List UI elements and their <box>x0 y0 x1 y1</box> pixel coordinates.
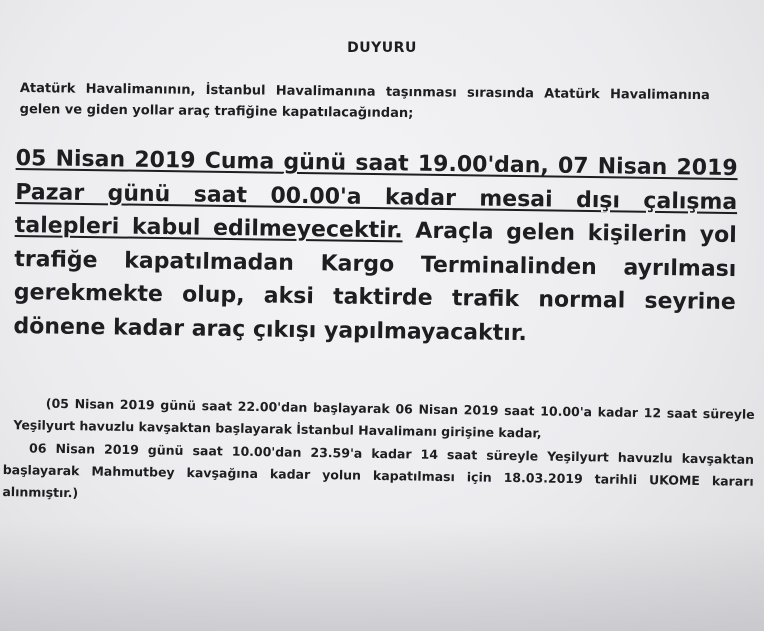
notice-footnote-paragraph-2: 06 Nisan 2019 günü saat 10.00'dan 23.59'a kadar 14 saat süreyle Yeşilyurt havuzlu kavşaktan başlayarak Mahmutbey kavşağına kadar yolun kapatılması için 18.03.2019 tarihli UKOME kararı alınmıştır.) <box>2 440 755 501</box>
notice-footnote <box>0 392 755 515</box>
notice-main-text <box>13 142 738 353</box>
notice-main-rest: Araçla gelen kişilerin yol trafiğe kapatılmadan Kargo Terminalinden ayrılması gerekmekte olup, aksi taktirde trafik normal seyrine dönene kadar araç çıkışı yapılmayacaktır. <box>13 218 737 346</box>
notice-footnote-paragraph-1: (05 Nisan 2019 günü saat 22.00'dan başlayarak 06 Nisan 2019 saat 10.00'a kadar 12 saat süreyle Yeşilyurt havuzlu kavşaktan başlayarak İstanbul Havalimanı girişine kadar, <box>13 395 755 441</box>
notice-title: DUYURU <box>347 40 417 56</box>
notice-intro: Atatürk Havalimanının, İstanbul Havalimanına taşınması sırasında Atatürk Havalimanına gelen ve giden yollar araç trafiğine kapatılacağından; <box>19 80 710 122</box>
page-shadow <box>0 521 764 631</box>
notice-main-underlined: 05 Nisan 2019 Cuma günü saat 19.00'dan, 07 Nisan 2019 Pazar günü saat 00.00'a kadar mesai dışı çalışma talepleri kabul edilmeyecektir. <box>14 145 738 244</box>
